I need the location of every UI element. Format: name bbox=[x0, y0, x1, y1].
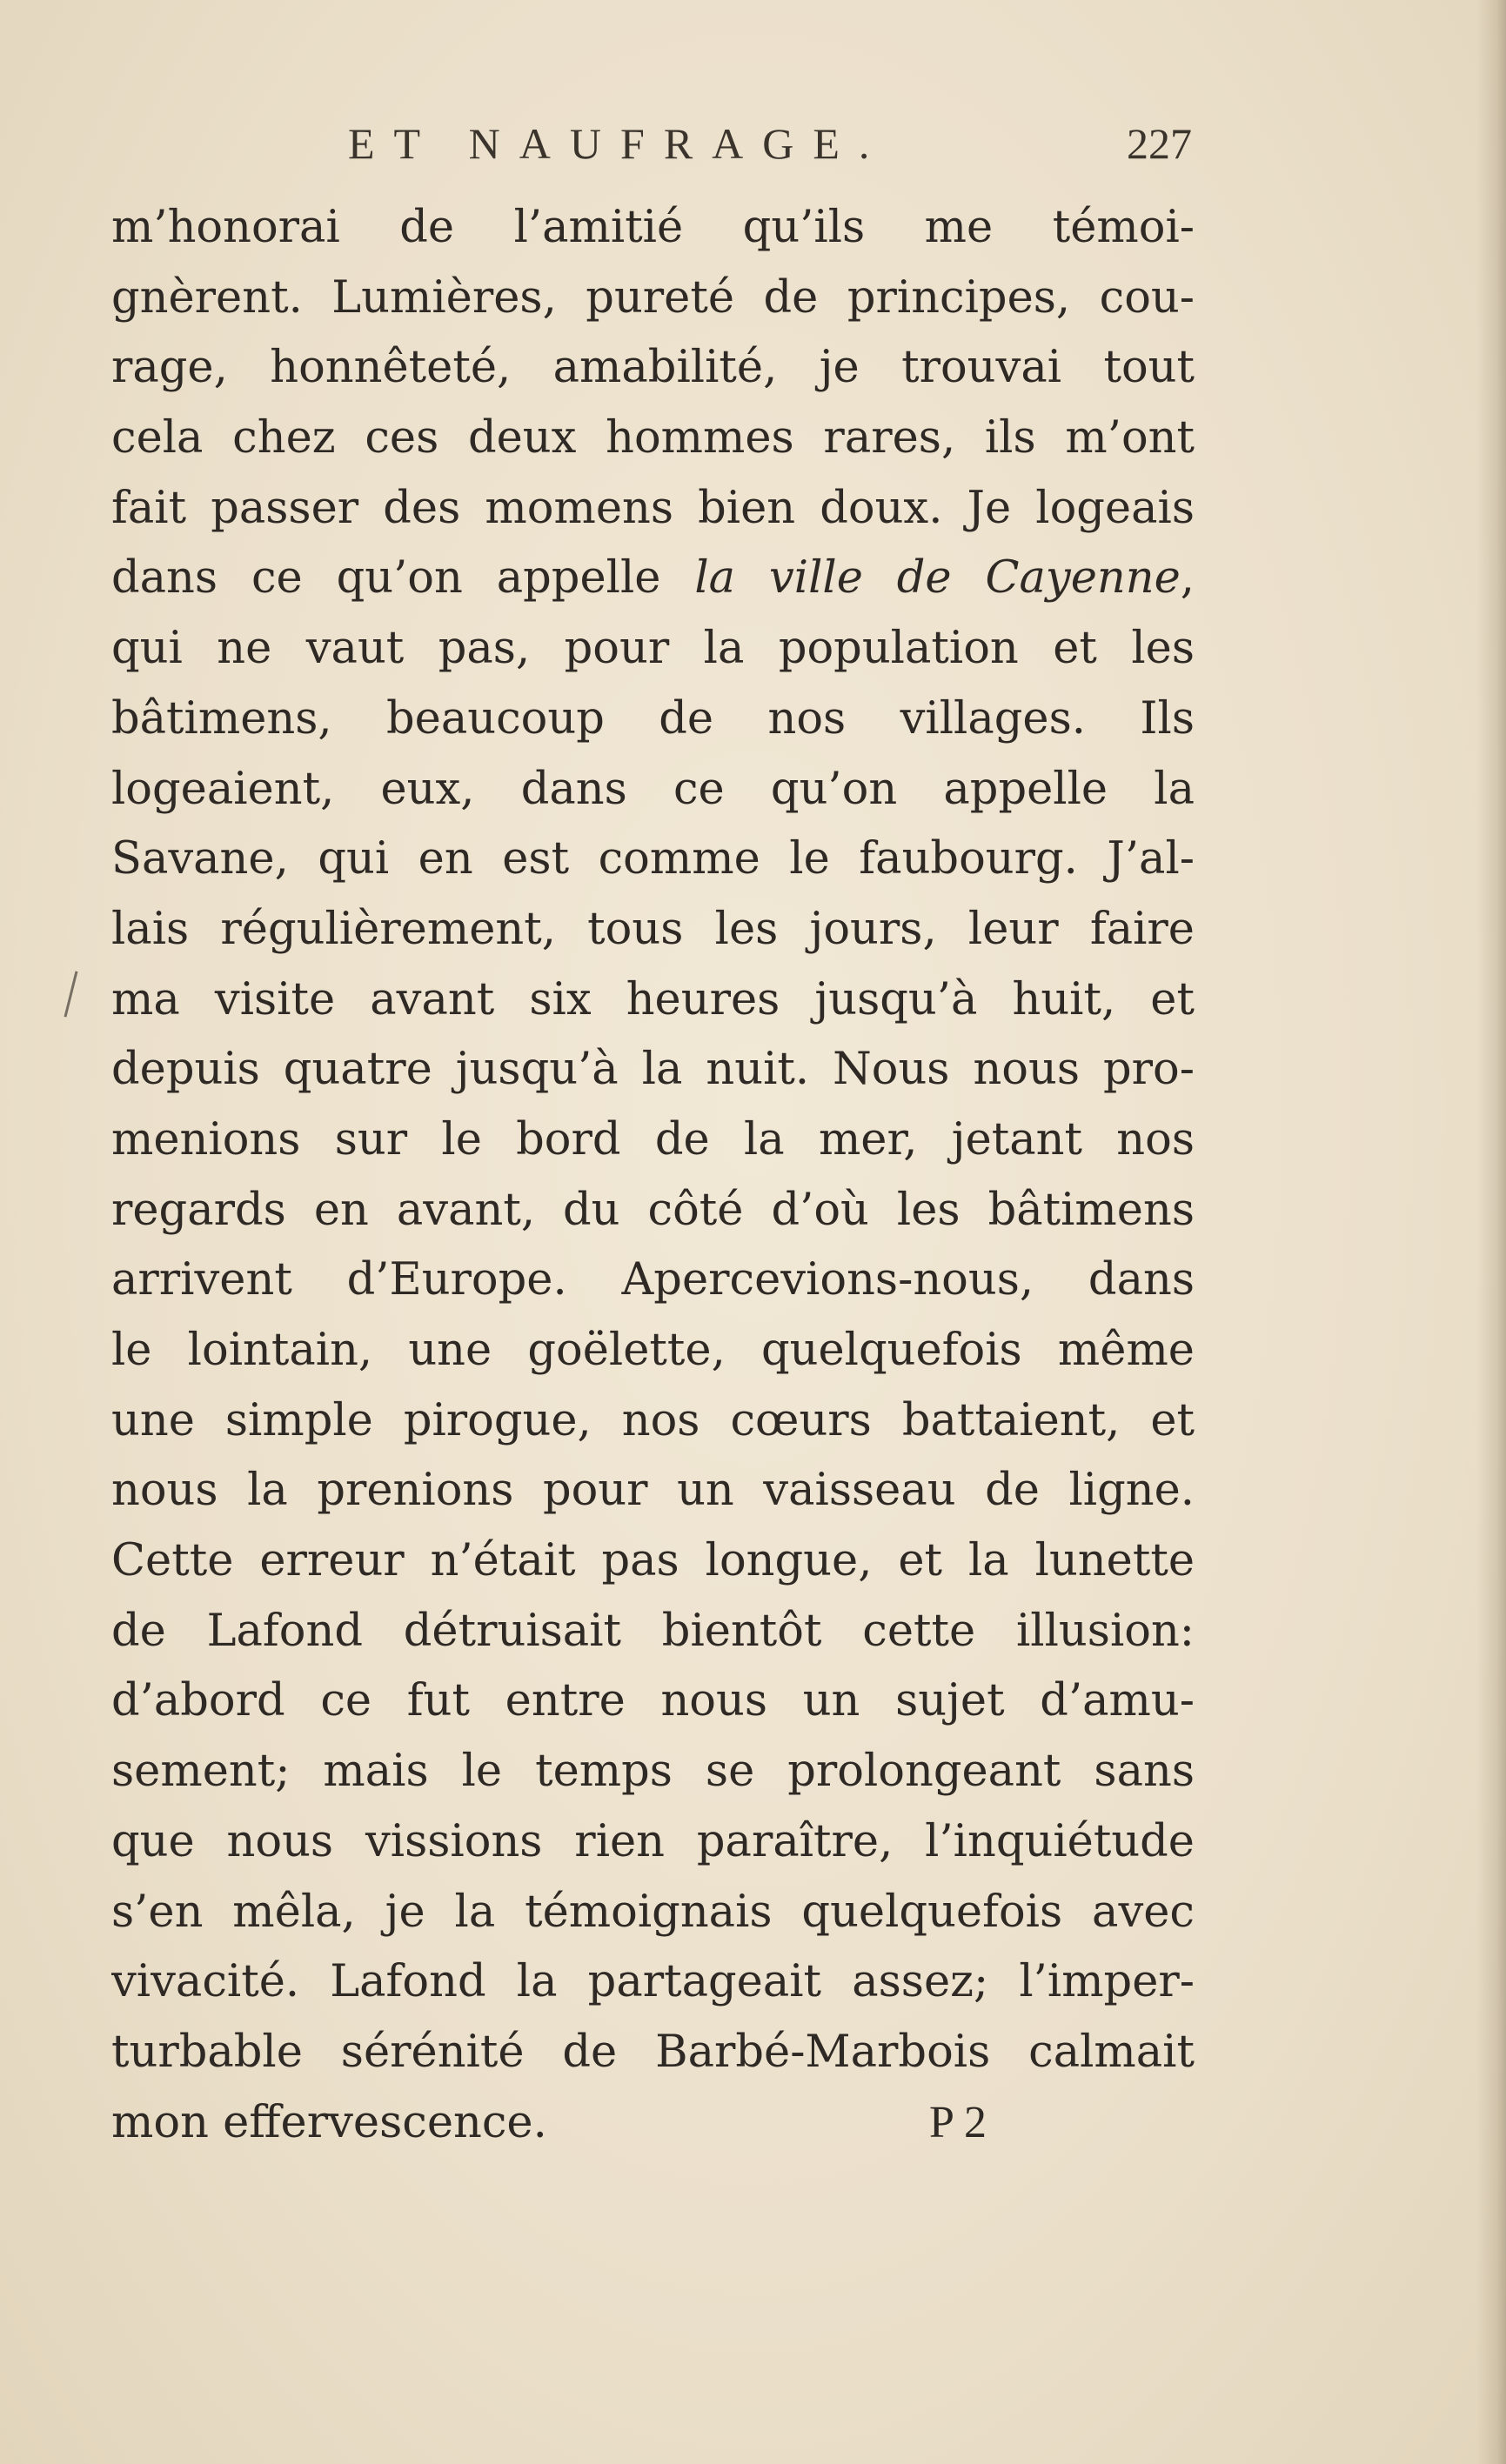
text-line: arrivent d’Europe. Apercevions-nous, dans bbox=[111, 1254, 1195, 1306]
text-line: de Lafond détruisait bientôt cette illusion: bbox=[111, 1605, 1195, 1657]
text-line: logeaient, eux, dans ce qu’on appelle la bbox=[111, 763, 1195, 815]
text-line: d’abord ce fut entre nous un sujet d’amu- bbox=[111, 1675, 1195, 1727]
text-line: une simple pirogue, nos cœurs battaient, et bbox=[111, 1394, 1195, 1446]
text-line: menions sur le bord de la mer, jetant nos bbox=[111, 1113, 1195, 1165]
body-text bbox=[111, 193, 1195, 2158]
page-edge-shadow bbox=[1476, 0, 1506, 2464]
text-line: vivacité. Lafond la partageait assez; l’imper- bbox=[111, 1956, 1195, 2008]
text-line: rage, honnêteté, amabilité, je trouvai tout bbox=[111, 342, 1195, 394]
text-line: s’en mêla, je la témoignais quelquefois avec bbox=[111, 1886, 1195, 1938]
text-line-with-italic bbox=[111, 544, 1195, 614]
running-title: ET NAUFRAGE. bbox=[348, 119, 889, 168]
text-line: Cette erreur n’était pas longue, et la lunette bbox=[111, 1535, 1195, 1587]
page-header bbox=[113, 118, 1192, 179]
text-line: depuis quatre jusqu’à la nuit. Nous nous pro- bbox=[111, 1044, 1195, 1096]
last-row bbox=[111, 2088, 1195, 2159]
text-line: lais régulièrement, tous les jours, leur faire bbox=[111, 903, 1195, 955]
italic-place-name: la ville de Cayenne bbox=[694, 552, 1181, 604]
text-line: gnèrent. Lumières, pureté de principes, cou- bbox=[111, 271, 1195, 324]
text-line: bâtimens, beaucoup de nos villages. Ils bbox=[111, 692, 1195, 745]
text-line: nous la prenions pour un vaisseau de ligne. bbox=[111, 1465, 1195, 1517]
text-line: le lointain, une goëlette, quelquefois même bbox=[111, 1325, 1195, 1376]
text-line-start: dans ce qu’on appelle bbox=[111, 552, 661, 604]
page-number: 227 bbox=[1127, 119, 1192, 168]
text-line: fait passer des momens bien doux. Je logeais bbox=[111, 482, 1195, 534]
text-line: cela chez ces deux hommes rares, ils m’ont bbox=[111, 412, 1195, 464]
text-line: m’honorai de l’amitié qu’ils me témoi- bbox=[111, 202, 1195, 253]
text-line: que nous vissions rien paraître, l’inquiétude bbox=[111, 1815, 1195, 1867]
text-line-end: , bbox=[1180, 552, 1195, 604]
text-line: ma visite avant six heures jusqu’à huit, et bbox=[111, 973, 1195, 1025]
margin-pencil-mark bbox=[64, 971, 78, 1017]
text-line: mon effervescence. bbox=[111, 2096, 547, 2148]
text-line: Savane, qui en est comme le faubourg. J’al- bbox=[111, 833, 1195, 885]
text-line: regards en avant, du côté d’où les bâtimens bbox=[111, 1184, 1195, 1236]
signature-mark: P 2 bbox=[929, 2097, 987, 2147]
text-line: turbable sérénité de Barbé-Marbois calmait bbox=[111, 2026, 1195, 2078]
text-line: qui ne vaut pas, pour la population et les bbox=[111, 623, 1195, 675]
text-line: sement; mais le temps se prolongeant sans bbox=[111, 1746, 1195, 1798]
